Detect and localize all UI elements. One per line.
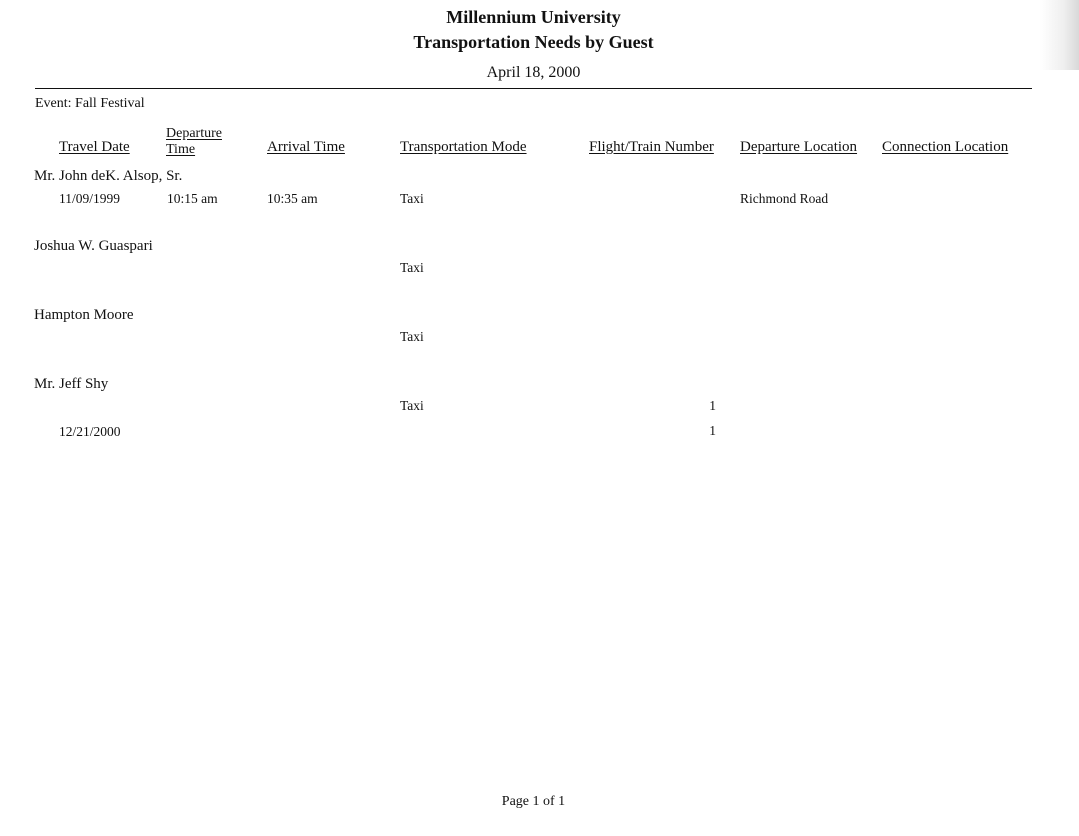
col-departure-location: Departure Location: [740, 139, 858, 155]
guest-name: Mr. John deK. Alsop, Sr.: [34, 168, 183, 184]
report-date: April 18, 2000: [486, 64, 581, 81]
col-connection-location: Connection Location: [882, 139, 1009, 155]
departure-location-cell: Richmond Road: [740, 191, 829, 206]
col-flight-train-number: Flight/Train Number: [589, 139, 714, 155]
transport-mode-cell: Taxi: [400, 191, 424, 206]
event-label: Event: Fall Festival: [35, 96, 145, 111]
flight-train-number-cell: 1: [709, 423, 716, 438]
guest-name: Joshua W. Guaspari: [34, 238, 153, 254]
report-title: Transportation Needs by Guest: [413, 32, 654, 52]
col-departure-time-line1: Departure: [166, 126, 222, 141]
guest-name: Hampton Moore: [34, 307, 134, 323]
travel-date-cell: 11/09/1999: [59, 191, 121, 206]
transport-mode-cell: Taxi: [400, 398, 424, 413]
col-transportation-mode: Transportation Mode: [400, 139, 527, 155]
header-rule: [35, 88, 1032, 89]
travel-date-cell: 12/21/2000: [59, 424, 121, 439]
org-title: Millennium University: [446, 7, 621, 27]
flight-train-number-cell: 1: [709, 398, 716, 413]
page-number: Page 1 of 1: [501, 794, 566, 809]
col-departure-time: [166, 126, 222, 158]
guest-name: Mr. Jeff Shy: [34, 376, 109, 392]
arrival-time-cell: 10:35 am: [267, 191, 318, 206]
col-arrival-time: Arrival Time: [267, 139, 345, 155]
transport-mode-cell: Taxi: [400, 329, 424, 344]
transport-mode-cell: Taxi: [400, 260, 424, 275]
departure-time-cell: 10:15 am: [167, 191, 218, 206]
col-departure-time-line2: Time: [166, 142, 196, 157]
col-travel-date: Travel Date: [59, 139, 130, 155]
